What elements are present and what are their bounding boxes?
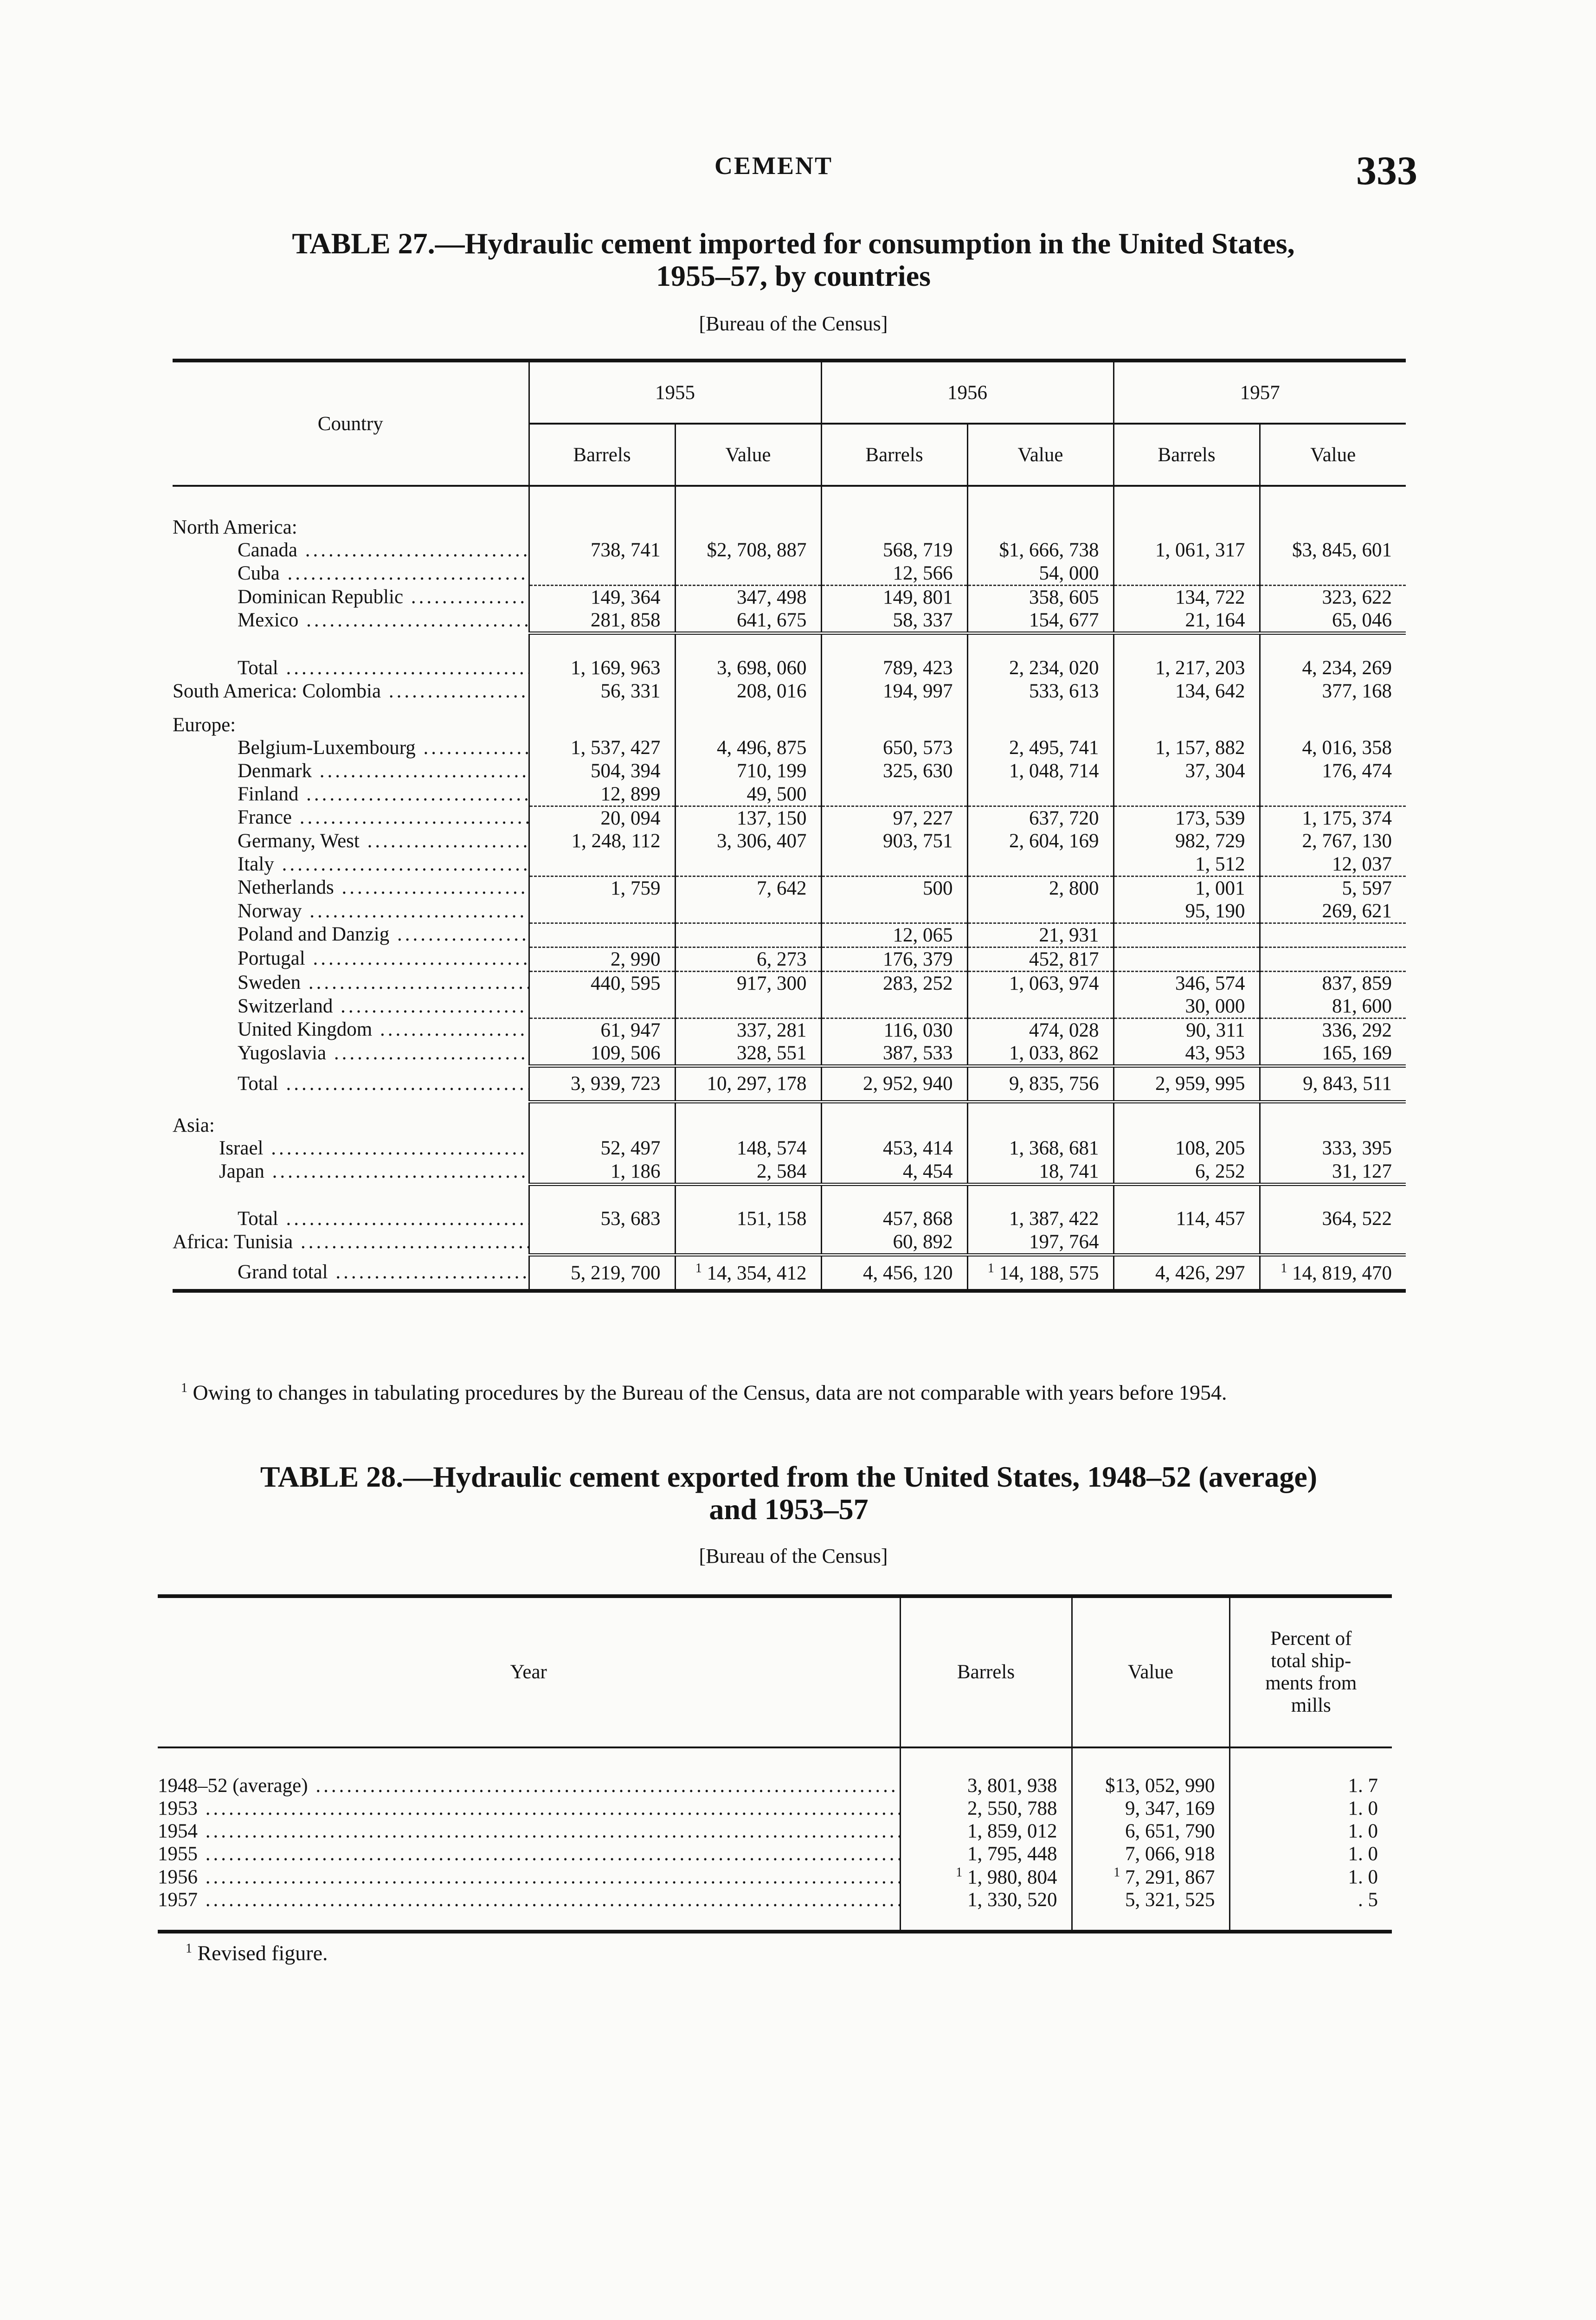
cell [529, 853, 675, 876]
cell: 2, 550, 788 [900, 1797, 1072, 1820]
cell: 3, 306, 407 [675, 830, 821, 853]
cell [529, 900, 675, 923]
cell: 97, 227 [821, 806, 967, 830]
cell: 149, 364 [529, 586, 675, 609]
row-label: Netherlands [238, 876, 334, 898]
header-line: Percent of [1270, 1628, 1352, 1650]
cell: 176, 379 [821, 947, 967, 971]
cell [1072, 1865, 1229, 1888]
cell: 336, 292 [1260, 1018, 1406, 1042]
cell: 31, 127 [1260, 1160, 1406, 1185]
footnote-marker: 1 [695, 1261, 702, 1276]
cell: 5, 597 [1260, 876, 1406, 900]
cell: 53, 683 [529, 1207, 675, 1231]
cell: 12, 065 [821, 923, 967, 947]
row-label: Total [238, 1073, 278, 1095]
cell: 283, 252 [821, 971, 967, 995]
cell: 1, 169, 963 [529, 657, 675, 680]
cell [1260, 783, 1406, 806]
row-label: Poland and Danzig [238, 923, 390, 945]
cell [675, 853, 821, 876]
cell: 2, 990 [529, 947, 675, 971]
row-label: Belgium-Luxembourg [238, 736, 416, 759]
cell [675, 923, 821, 947]
cell: 269, 621 [1260, 900, 1406, 923]
cell: 134, 642 [1113, 680, 1260, 703]
col-header-country: Country [173, 361, 529, 486]
cell: 197, 764 [967, 1231, 1113, 1255]
cell: 20, 094 [529, 806, 675, 830]
row-label: Cuba [238, 562, 280, 584]
cell: 346, 574 [1113, 971, 1260, 995]
cell: 151, 158 [675, 1207, 821, 1231]
cell: 1, 537, 427 [529, 736, 675, 760]
cell: 54, 000 [967, 562, 1113, 586]
table-row [173, 609, 1406, 633]
col-header-barrels: Barrels [529, 424, 675, 486]
cell: 4, 426, 297 [1113, 1255, 1260, 1291]
cell: 60, 892 [821, 1231, 967, 1255]
cell: 440, 595 [529, 971, 675, 995]
cell: 474, 028 [967, 1018, 1113, 1042]
table27 [173, 359, 1406, 1293]
cell: 1. 7 [1229, 1747, 1392, 1797]
cell [1113, 1231, 1260, 1255]
header-line: mills [1291, 1695, 1331, 1716]
table-row [173, 900, 1406, 923]
cell: 7, 066, 918 [1072, 1843, 1229, 1865]
footnote-marker: 1 [1281, 1261, 1287, 1276]
cell: 457, 868 [821, 1207, 967, 1231]
row-label: Israel [219, 1137, 264, 1159]
cell: 641, 675 [675, 609, 821, 633]
cell: 1, 175, 374 [1260, 806, 1406, 830]
cell: 37, 304 [1113, 760, 1260, 783]
col-header-percent [1229, 1596, 1392, 1747]
cell-value: 7, 291, 867 [1125, 1866, 1215, 1888]
cell: 5, 321, 525 [1072, 1888, 1229, 1932]
cell [1113, 947, 1260, 971]
cell: 2, 234, 020 [967, 657, 1113, 680]
cell [967, 900, 1113, 923]
cell: 1. 0 [1229, 1865, 1392, 1888]
table-row [173, 680, 1406, 703]
footnote-marker: 1 [956, 1865, 963, 1880]
cell: 452, 817 [967, 947, 1113, 971]
cell: 65, 046 [1260, 609, 1406, 633]
row-label: Finland [238, 783, 299, 805]
cell: 137, 150 [675, 806, 821, 830]
footnote-text: Revised figure. [197, 1941, 328, 1965]
table28-caption-line1: TABLE 28.—Hydraulic cement exported from the United States, 1948–52 (average) [260, 1460, 1318, 1493]
cell: 1, 368, 681 [967, 1137, 1113, 1160]
cell: 1, 330, 520 [900, 1888, 1072, 1932]
cell: 1, 217, 203 [1113, 657, 1260, 680]
table-row [173, 995, 1406, 1018]
cell: 4, 016, 358 [1260, 736, 1406, 760]
col-header-value: Value [675, 424, 821, 486]
cell: 61, 947 [529, 1018, 675, 1042]
cell: 323, 622 [1260, 586, 1406, 609]
cell-value: 14, 188, 575 [999, 1262, 1099, 1284]
cell: 2, 959, 995 [1113, 1066, 1260, 1102]
cell: 12, 899 [529, 783, 675, 806]
cell-value: 14, 819, 470 [1292, 1262, 1392, 1284]
cell: 7, 642 [675, 876, 821, 900]
row-label: Grand total [238, 1261, 328, 1283]
cell: 30, 000 [1113, 995, 1260, 1018]
cell: 52, 497 [529, 1137, 675, 1160]
table-row [173, 562, 1406, 586]
cell: 2, 584 [675, 1160, 821, 1185]
footnote-marker: 1 [181, 1381, 187, 1395]
cell [1260, 947, 1406, 971]
cell: 325, 630 [821, 760, 967, 783]
page-number: 333 [1356, 148, 1417, 193]
footnote-marker: 1 [186, 1941, 192, 1956]
cell: 917, 300 [675, 971, 821, 995]
cell [529, 995, 675, 1018]
cell: 21, 164 [1113, 609, 1260, 633]
cell: 504, 394 [529, 760, 675, 783]
cell: 21, 931 [967, 923, 1113, 947]
cell: 208, 016 [675, 680, 821, 703]
cell: 6, 651, 790 [1072, 1820, 1229, 1843]
cell: 710, 199 [675, 760, 821, 783]
row-label: United Kingdom [238, 1018, 373, 1040]
cell: 789, 423 [821, 657, 967, 680]
table-row [173, 1042, 1406, 1066]
cell [967, 853, 1113, 876]
cell: 568, 719 [821, 539, 967, 562]
cell: 637, 720 [967, 806, 1113, 830]
cell: . 5 [1229, 1888, 1392, 1932]
table-row-total [173, 1066, 1406, 1102]
cell: 176, 474 [1260, 760, 1406, 783]
cell: 5, 219, 700 [529, 1255, 675, 1291]
cell: 114, 457 [1113, 1207, 1260, 1231]
footnote-text: Owing to changes in tabulating procedures by the Bureau of the Census, data are not comparable with years before 1954. [193, 1380, 1227, 1405]
col-header-1956: 1956 [821, 361, 1113, 424]
cell: 194, 997 [821, 680, 967, 703]
group-row-asia [173, 1102, 1406, 1137]
cell [967, 783, 1113, 806]
cell: 328, 551 [675, 1042, 821, 1066]
cell [967, 995, 1113, 1018]
row-label: 1955 [158, 1843, 198, 1865]
table28-caption-line2: and 1953–57 [709, 1493, 869, 1526]
cell: 358, 605 [967, 586, 1113, 609]
cell [675, 995, 821, 1018]
cell [675, 900, 821, 923]
table27-source: [Bureau of the Census] [699, 312, 888, 335]
row-label: Yugoslavia [238, 1042, 327, 1064]
cell: 377, 168 [1260, 680, 1406, 703]
group-row-north-america [173, 486, 1406, 539]
cell [675, 1231, 821, 1255]
cell [821, 995, 967, 1018]
table-row [173, 971, 1406, 995]
cell: 4, 454 [821, 1160, 967, 1185]
cell: 500 [821, 876, 967, 900]
row-label: Japan [219, 1160, 264, 1182]
row-label: Total [238, 657, 278, 679]
cell [1260, 1255, 1406, 1291]
cell: 1, 759 [529, 876, 675, 900]
cell: 347, 498 [675, 586, 821, 609]
cell: 4, 496, 875 [675, 736, 821, 760]
cell: 81, 600 [1260, 995, 1406, 1018]
cell: $2, 708, 887 [675, 539, 821, 562]
cell: 1, 061, 317 [1113, 539, 1260, 562]
row-label: Switzerland [238, 995, 333, 1017]
cell: 49, 500 [675, 783, 821, 806]
cell-value: 1, 980, 804 [967, 1866, 1057, 1888]
cell: 1, 001 [1113, 876, 1260, 900]
table-row-total [173, 657, 1406, 680]
cell: 837, 859 [1260, 971, 1406, 995]
cell [821, 783, 967, 806]
footnote-marker: 1 [1113, 1865, 1120, 1880]
cell: 154, 677 [967, 609, 1113, 633]
col-header-1955: 1955 [529, 361, 821, 424]
cell [967, 1255, 1113, 1291]
cell: 364, 522 [1260, 1207, 1406, 1231]
cell: 4, 456, 120 [821, 1255, 967, 1291]
cell: 3, 698, 060 [675, 657, 821, 680]
cell [1113, 783, 1260, 806]
cell: 1, 033, 862 [967, 1042, 1113, 1066]
cell: 2, 952, 940 [821, 1066, 967, 1102]
cell: 12, 037 [1260, 853, 1406, 876]
col-header-barrels: Barrels [1113, 424, 1260, 486]
cell: 1, 248, 112 [529, 830, 675, 853]
cell [821, 900, 967, 923]
cell: 10, 297, 178 [675, 1066, 821, 1102]
cell: 2, 767, 130 [1260, 830, 1406, 853]
cell [1260, 562, 1406, 586]
col-header-year: Year [158, 1596, 900, 1747]
group-label: Asia: [173, 1114, 215, 1136]
table-row [158, 1820, 1392, 1843]
header-line: ments from [1265, 1672, 1357, 1694]
cell-value: 14, 354, 412 [707, 1262, 807, 1284]
table-row [173, 923, 1406, 947]
table-row [173, 1018, 1406, 1042]
cell: 1, 387, 422 [967, 1207, 1113, 1231]
row-label: Germany, West [238, 830, 360, 852]
cell: 1, 186 [529, 1160, 675, 1185]
cell: 9, 843, 511 [1260, 1066, 1406, 1102]
cell: 387, 533 [821, 1042, 967, 1066]
row-label: Dominican Republic [238, 586, 404, 608]
cell: 2, 800 [967, 876, 1113, 900]
cell: 95, 190 [1113, 900, 1260, 923]
row-label: Norway [238, 900, 302, 922]
cell: 173, 539 [1113, 806, 1260, 830]
table-row [158, 1865, 1392, 1888]
cell: 90, 311 [1113, 1018, 1260, 1042]
cell: 58, 337 [821, 609, 967, 633]
cell: 533, 613 [967, 680, 1113, 703]
row-label: Italy [238, 853, 274, 875]
table-row [173, 1160, 1406, 1185]
row-label: 1953 [158, 1798, 198, 1819]
col-header-barrels: Barrels [821, 424, 967, 486]
cell: $3, 845, 601 [1260, 539, 1406, 562]
row-label: Portugal [238, 947, 305, 969]
cell [675, 562, 821, 586]
col-header-barrels: Barrels [900, 1596, 1072, 1747]
table-row [158, 1843, 1392, 1865]
cell: 3, 939, 723 [529, 1066, 675, 1102]
cell: 333, 395 [1260, 1137, 1406, 1160]
row-label: South America: Colombia [173, 680, 381, 702]
cell: 165, 169 [1260, 1042, 1406, 1066]
cell: 1. 0 [1229, 1843, 1392, 1865]
table-row-grand-total [173, 1255, 1406, 1291]
running-head [0, 148, 1596, 193]
row-label: Sweden [238, 972, 301, 993]
cell [1113, 923, 1260, 947]
table-row [158, 1888, 1392, 1932]
cell: 1, 048, 714 [967, 760, 1113, 783]
footnote-marker: 1 [987, 1261, 994, 1276]
cell: 108, 205 [1113, 1137, 1260, 1160]
table28-caption [158, 1461, 1420, 1526]
table-row [173, 806, 1406, 830]
table28-footnote [186, 1938, 1438, 1964]
cell: 903, 751 [821, 830, 967, 853]
row-label: 1956 [158, 1866, 198, 1888]
cell: 337, 281 [675, 1018, 821, 1042]
table27-caption-line2: 1955–57, by countries [656, 259, 931, 292]
table27-caption [167, 227, 1420, 292]
cell [1113, 562, 1260, 586]
header-line: total ship- [1271, 1650, 1351, 1672]
cell: 56, 331 [529, 680, 675, 703]
row-label: Total [238, 1208, 278, 1230]
cell: $13, 052, 990 [1072, 1747, 1229, 1797]
table-row [173, 586, 1406, 609]
table-row [158, 1747, 1392, 1797]
cell: 1, 063, 974 [967, 971, 1113, 995]
cell [900, 1865, 1072, 1888]
cell: 1. 0 [1229, 1797, 1392, 1820]
cell: 2, 604, 169 [967, 830, 1113, 853]
table-row [173, 853, 1406, 876]
cell: 18, 741 [967, 1160, 1113, 1185]
row-label: France [238, 806, 292, 828]
col-header-1957: 1957 [1113, 361, 1406, 424]
cell [1260, 1231, 1406, 1255]
row-label: Denmark [238, 760, 312, 782]
cell [529, 562, 675, 586]
cell: 2, 495, 741 [967, 736, 1113, 760]
cell [675, 1255, 821, 1291]
group-label: Europe: [173, 714, 236, 736]
table-row [173, 1137, 1406, 1160]
cell [821, 853, 967, 876]
table27-caption-line1: TABLE 27.—Hydraulic cement imported for consumption in the United States, [292, 227, 1295, 260]
table-row [173, 539, 1406, 562]
table-row [158, 1797, 1392, 1820]
table-row-total [173, 1207, 1406, 1231]
cell: 1, 859, 012 [900, 1820, 1072, 1843]
table27-footnote [162, 1377, 1415, 1404]
table-row [173, 1231, 1406, 1255]
cell: 149, 801 [821, 586, 967, 609]
row-label: Mexico [238, 609, 299, 631]
cell: 12, 566 [821, 562, 967, 586]
row-label: Canada [238, 539, 297, 561]
cell: $1, 666, 738 [967, 539, 1113, 562]
table28-source: [Bureau of the Census] [699, 1545, 888, 1567]
table-row [173, 783, 1406, 806]
cell: 453, 414 [821, 1137, 967, 1160]
cell: 134, 722 [1113, 586, 1260, 609]
cell [1260, 923, 1406, 947]
row-label: 1957 [158, 1889, 198, 1911]
row-label: 1948–52 (average) [158, 1775, 308, 1797]
cell: 4, 234, 269 [1260, 657, 1406, 680]
cell: 9, 835, 756 [967, 1066, 1113, 1102]
cell [529, 923, 675, 947]
table-row [173, 830, 1406, 853]
col-header-value: Value [1072, 1596, 1229, 1747]
cell: 738, 741 [529, 539, 675, 562]
cell: 281, 858 [529, 609, 675, 633]
col-header-value: Value [967, 424, 1113, 486]
running-title: CEMENT [714, 152, 833, 180]
cell: 116, 030 [821, 1018, 967, 1042]
cell: 109, 506 [529, 1042, 675, 1066]
table-row [173, 876, 1406, 900]
row-label: Africa: Tunisia [173, 1231, 293, 1253]
table28 [158, 1594, 1392, 1933]
cell: 1. 0 [1229, 1820, 1392, 1843]
cell: 1, 512 [1113, 853, 1260, 876]
table-row [173, 947, 1406, 971]
cell: 6, 252 [1113, 1160, 1260, 1185]
cell: 9, 347, 169 [1072, 1797, 1229, 1820]
cell: 1, 795, 448 [900, 1843, 1072, 1865]
row-label: 1954 [158, 1820, 198, 1842]
cell: 982, 729 [1113, 830, 1260, 853]
cell: 3, 801, 938 [900, 1747, 1072, 1797]
group-label: North America: [173, 516, 297, 538]
cell: 148, 574 [675, 1137, 821, 1160]
cell: 1, 157, 882 [1113, 736, 1260, 760]
table-row [173, 736, 1406, 760]
cell: 650, 573 [821, 736, 967, 760]
group-row-europe [173, 703, 1406, 736]
cell: 6, 273 [675, 947, 821, 971]
cell: 43, 953 [1113, 1042, 1260, 1066]
cell [529, 1231, 675, 1255]
table-row [173, 760, 1406, 783]
col-header-value: Value [1260, 424, 1406, 486]
